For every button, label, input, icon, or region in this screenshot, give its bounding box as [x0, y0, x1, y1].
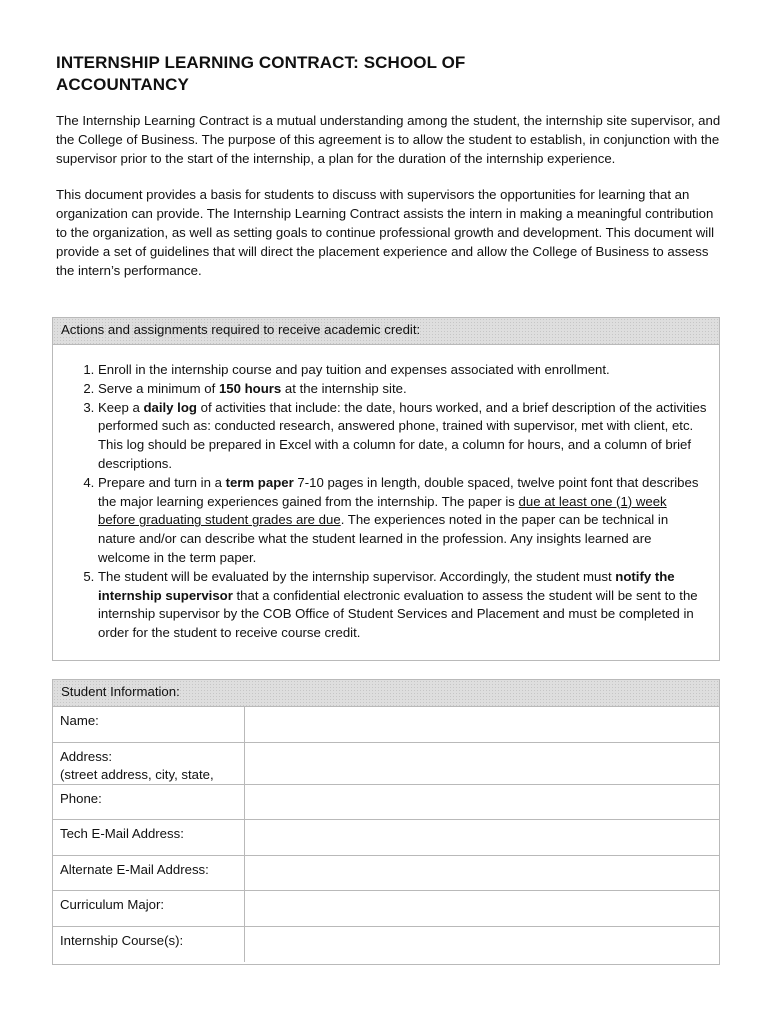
internship-course-field[interactable]: [244, 926, 719, 962]
actions-section: [52, 317, 720, 661]
student-information-section: [52, 679, 720, 965]
list-item: [98, 361, 707, 380]
item-text: 7-10 pages in length, double spaced, twelve point font that describes the major learning experiences gained from the internship. The paper is: [98, 474, 699, 509]
item-text: that a confidential electronic evaluation to assess the student will be sent to the internship supervisor by the COB Office of Student Services and Placement and must be completed in order for the student to receive course credit.: [98, 587, 698, 641]
item-text: Prepare and turn in a: [98, 474, 226, 490]
tech-email-field[interactable]: [244, 820, 719, 856]
item-text: The student will be evaluated by the internship supervisor. Accordingly, the student must: [98, 568, 616, 584]
page-title: INTERNSHIP LEARNING CONTRACT: SCHOOL OF ACCOUNTANCY: [56, 53, 466, 94]
table-row: [53, 707, 719, 743]
item-emphasis: daily log: [143, 399, 197, 415]
address-label-text: Address:: [60, 749, 113, 764]
list-item: [98, 399, 707, 474]
intro-paragraph-1: The Internship Learning Contract is a mutual understanding among the student, the internship site supervisor, and the College of Business. The purpose of this agreement is to allow the student to establish, in conjunction with the supervisor prior to the start of the internship, a plan for the duration of the internship experience.: [56, 113, 721, 166]
intro-paragraph-2: This document provides a basis for students to discuss with supervisors the opportunities for learning that an organization can provide. The Internship Learning Contract assists the intern in making a meaningful contribution to the organization, as well as setting goals to continue professional growth and development. This document will provide a set of guidelines that will direct the placement experience and allow the College of Business to assess the intern’s performance.: [56, 187, 715, 278]
item-text: Keep a: [98, 399, 144, 415]
table-row: [53, 820, 719, 856]
table-row: [53, 891, 719, 927]
alternate-email-field[interactable]: [244, 855, 719, 891]
table-row: [53, 926, 719, 962]
address-field[interactable]: [244, 743, 719, 785]
list-item: [98, 568, 707, 643]
item-text: at the internship site.: [281, 380, 407, 396]
item-emphasis: 150 hours: [218, 380, 282, 396]
list-item: [98, 380, 707, 399]
item-text: Serve a minimum of: [98, 380, 219, 396]
tech-email-label: Tech E-Mail Address:: [53, 820, 244, 856]
item-text: Enroll in the internship course and pay tuition and expenses associated with enrollment.: [98, 362, 610, 377]
name-field[interactable]: [244, 707, 719, 743]
address-label-hint: (street address, city, state,: [60, 766, 214, 782]
internship-course-label: Internship Course(s):: [53, 926, 244, 962]
item-emphasis: notify the internship supervisor: [98, 568, 675, 603]
item-emphasis: term paper: [225, 474, 294, 490]
curriculum-major-label: Curriculum Major:: [53, 891, 244, 927]
item-underlined: due at least one (1) week before graduating student grades are due: [98, 493, 667, 528]
item-text: of activities that include: the date, hours worked, and a brief description of the activities performed such as: conducted research, answered phone, trained with supervisor, met with client, etc. This log should be prepared in Excel with a column for date, a column for hours, and a column of brief descriptions.: [98, 399, 707, 471]
student-info-heading: Student Information:: [53, 680, 719, 707]
curriculum-major-field[interactable]: [244, 891, 719, 927]
table-row: [53, 743, 719, 785]
address-label: [53, 743, 244, 785]
table-row: [53, 784, 719, 820]
phone-field[interactable]: [244, 784, 719, 820]
table-row: [53, 855, 719, 891]
name-label: Name:: [53, 707, 244, 743]
alternate-email-label: Alternate E-Mail Address:: [53, 855, 244, 891]
student-info-table: [53, 707, 719, 962]
actions-heading: Actions and assignments required to receive academic credit:: [53, 318, 719, 345]
phone-label: Phone:: [53, 784, 244, 820]
item-text: . The experiences noted in the paper can be technical in nature and/or can describe what the student learned in the profession. Any insights learned are welcome in the term paper.: [98, 512, 669, 565]
actions-list: [53, 361, 707, 643]
list-item: [98, 474, 707, 568]
